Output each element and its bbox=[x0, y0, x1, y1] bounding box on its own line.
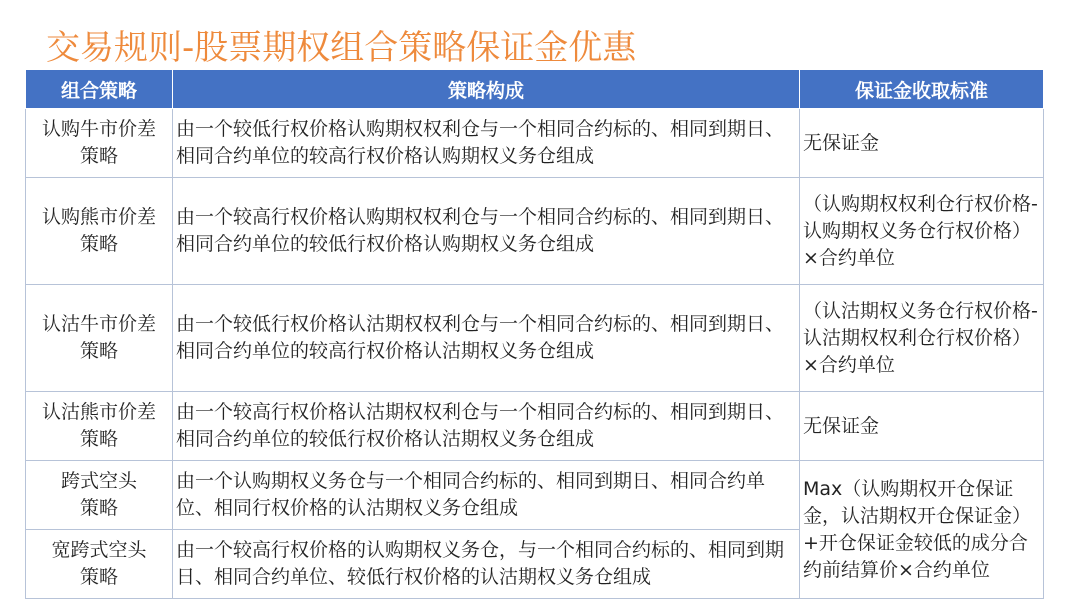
strategy-name: 认购牛市价差 bbox=[41, 118, 156, 140]
strategy-name-suffix: 策略 bbox=[79, 428, 118, 450]
strategy-composition: 由一个较高行权价格认沽期权权利仓与一个相同合约标的、相同到期日、相同合约单位的较低行权价格认沽期权义务仓组成 bbox=[173, 392, 800, 461]
margin-standard: 无保证金 bbox=[800, 109, 1044, 178]
strategy-composition: 由一个较低行权价格认沽期权权利仓与一个相同合约标的、相同到期日、相同合约单位的较高行权价格认沽期权义务仓组成 bbox=[173, 285, 800, 392]
strategy-name-suffix: 策略 bbox=[79, 566, 118, 588]
margin-standard: Max（认购期权开仓保证金，认沽期权开仓保证金）+开仓保证金较低的成分合约前结算价×合约单位 bbox=[800, 461, 1044, 599]
table-row bbox=[26, 392, 1044, 461]
header-margin-standard: 保证金收取标准 bbox=[800, 70, 1044, 109]
strategy-name: 宽跨式空头 bbox=[51, 539, 147, 561]
strategy-name-suffix: 策略 bbox=[79, 340, 118, 362]
strategy-composition: 由一个较低行权价格认购期权权利仓与一个相同合约标的、相同到期日、相同合约单位的较高行权价格认购期权义务仓组成 bbox=[173, 109, 800, 178]
strategy-composition: 由一个认购期权义务仓与一个相同合约标的、相同到期日、相同合约单位、相同行权价格的认沽期权义务仓组成 bbox=[173, 461, 800, 530]
strategy-name-suffix: 策略 bbox=[79, 233, 118, 255]
strategy-name-cell bbox=[26, 392, 173, 461]
strategy-name-cell bbox=[26, 285, 173, 392]
strategy-composition: 由一个较高行权价格的认购期权义务仓，与一个相同合约标的、相同到期日、相同合约单位、较低行权价格的认沽期权义务仓组成 bbox=[173, 530, 800, 599]
table-row bbox=[26, 109, 1044, 178]
page-title: 交易规则-股票期权组合策略保证金优惠 bbox=[46, 28, 637, 68]
table-row bbox=[26, 178, 1044, 285]
header-composition: 策略构成 bbox=[173, 70, 800, 109]
strategy-name-suffix: 策略 bbox=[79, 145, 118, 167]
table-row bbox=[26, 461, 1044, 530]
strategy-name-suffix: 策略 bbox=[79, 497, 118, 519]
strategy-name-cell bbox=[26, 109, 173, 178]
table-row bbox=[26, 285, 1044, 392]
table-header-row bbox=[26, 70, 1044, 109]
header-strategy: 组合策略 bbox=[26, 70, 173, 109]
strategy-name: 认沽熊市价差 bbox=[41, 401, 156, 423]
strategy-name: 认沽牛市价差 bbox=[41, 313, 156, 335]
strategy-composition: 由一个较高行权价格认购期权权利仓与一个相同合约标的、相同到期日、相同合约单位的较低行权价格认购期权义务仓组成 bbox=[173, 178, 800, 285]
strategy-name-cell bbox=[26, 461, 173, 530]
strategy-margin-table bbox=[25, 69, 1044, 599]
margin-standard: （认沽期权义务仓行权价格-认沽期权权利仓行权价格）×合约单位 bbox=[800, 285, 1044, 392]
strategy-name-cell bbox=[26, 178, 173, 285]
strategy-name: 跨式空头 bbox=[60, 470, 137, 492]
strategy-name-cell bbox=[26, 530, 173, 599]
strategy-name: 认购熊市价差 bbox=[41, 206, 156, 228]
margin-standard: 无保证金 bbox=[800, 392, 1044, 461]
margin-standard: （认购期权权利仓行权价格-认购期权义务仓行权价格）×合约单位 bbox=[800, 178, 1044, 285]
